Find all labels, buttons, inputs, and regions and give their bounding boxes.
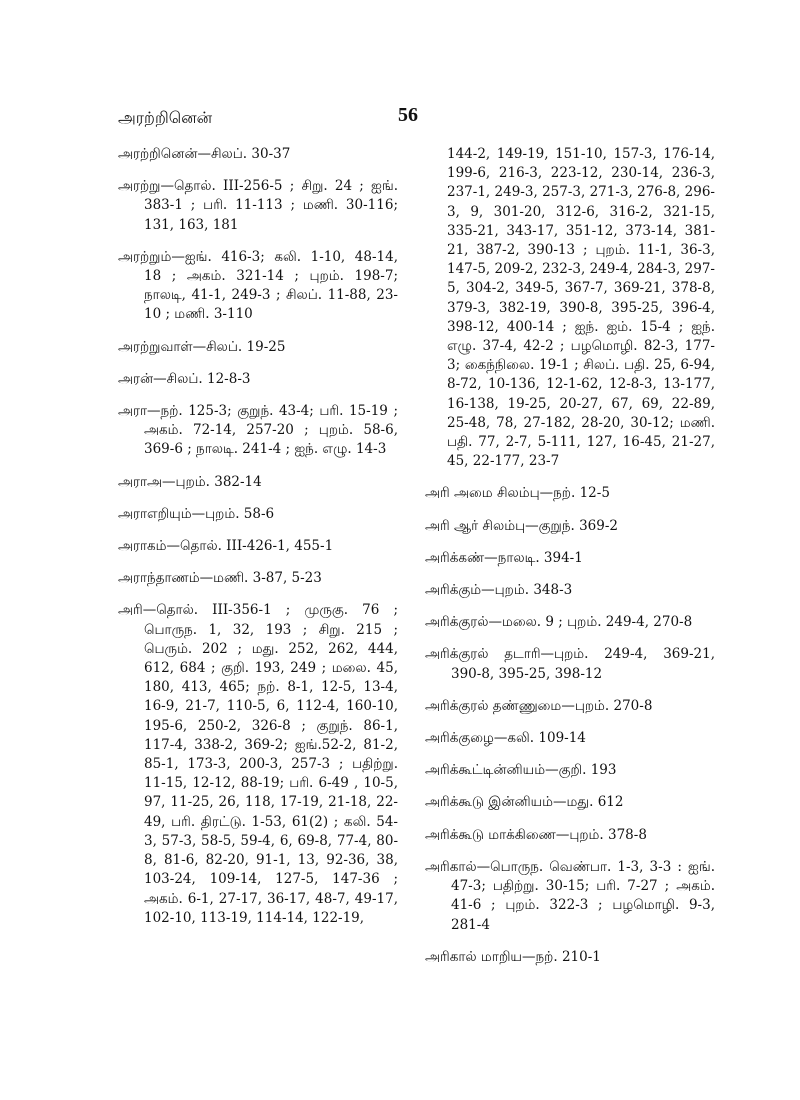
- entry-headword: அரிக்கூடு இன்னியம்: [425, 794, 554, 811]
- entry-refs: —புறம். 378-8: [555, 826, 647, 843]
- index-entry: [118, 338, 398, 357]
- entry-refs: —புறம். 348-3: [481, 582, 573, 599]
- entry-refs: —நற். 125-3; குறுந். 43-4; பரி. 15-19 ; அகம். 72-14, 257-20 ; புறம். 58-6, 369-6 ; நாலடி. 241-4 ; ஐந். எழு. 14-3: [144, 403, 398, 458]
- index-entry: [425, 729, 715, 748]
- entry-refs: —புறம். 270-8: [561, 697, 653, 714]
- index-entry: [425, 826, 715, 845]
- entry-refs: —கலி. 109-14: [493, 730, 586, 747]
- index-entry: [118, 537, 398, 556]
- left-column: [118, 145, 398, 941]
- entry-headword: அரிக்கூடு மாக்கிணை: [425, 826, 556, 843]
- continued-entry: [425, 145, 715, 471]
- entry-headword: அராந்தாணம்: [118, 570, 200, 587]
- index-entry: [118, 569, 398, 588]
- entry-refs: —மலை. 9 ; புறம். 249-4, 270-8: [488, 614, 693, 631]
- right-column: [425, 145, 715, 980]
- entry-headword: அரிக்கும்: [425, 582, 482, 599]
- index-entry: [425, 697, 715, 716]
- index-entry: [118, 473, 398, 492]
- entry-headword: அரற்றினென்: [118, 146, 198, 162]
- entry-refs: 144-2, 149-19, 151-10, 157-3, 176-14, 199-6, 216-3, 223-12, 230-14, 236-3, 237-1, 249-3, 257-3, 271-3, 276-8, 296-3, 9, 301-20, 312-6, 316-2, 321-15, 335-21, 343-17, 351-12, 373-14, 381-21, 387-2, 390-13 ; புறம். 11-1, 36-3, 147-5, 209-2, 232-3, 249-4, 284-3, 297-5, 304-2, 349-5, 367-7, 369-21, 378-8, 379-3, 382-19, 390-8, 395-25, 396-4, 398-12, 400-14 ; ஐந். ஐம். 15-4 ; ஐந். எழு. 37-4, 42-2 ; பழமொழி. 82-3, 177-3; கைந்நிலை. 19-1 ; சிலப். பதி. 25, 6-94, 8-72, 10-136, 12-1-62, 12-8-3, 13-177, 16-138, 19-25, 20-27, 67, 69, 22-89, 25-48, 78, 27-182, 28-20, 30-12; மணி. பதி. 77, 2-7, 5-111, 127, 16-45, 21-27, 45, 22-177, 23-7: [447, 146, 715, 470]
- entry-headword: அராகம்: [118, 538, 167, 555]
- entry-refs: —தொல். III-356-1 ; முருகு. 76 ; பொருந. 1, 32, 193 ; சிறு. 215 ; பெரும். 202 ; மது. 252, 262, 444, 612, 684 ; குறி. 193, 249 ; மலை. 45, 180, 413, 465; நற். 8-1, 12-5, 13-4, 16-9, 21-7, 110-5, 6, 112-4, 160-10, 195-6, 250-2, 326-8 ; குறுந். 86-1, 117-4, 338-2, 369-2; ஐங்.52-2, 81-2, 85-1, 173-3, 200-3, 257-3 ; பதிற்று. 11-15, 12-12, 88-19; பரி. 6-49 , 10-5, 97, 11-25, 26, 118, 17-19, 21-18, 22-49, பரி. திரட்டு. 1-53, 61(2) ; கலி. 54-3, 57-3, 58-5, 59-4, 6, 69-8, 77-4, 80-8, 81-6, 82-20, 91-1, 13, 92-36, 38, 103-24, 109-14, 127-5, 147-36 ; அகம். 6-1, 27-17, 36-17, 48-7, 49-17, 102-10, 113-19, 114-14, 122-19,: [142, 602, 398, 926]
- entry-headword: அரிக்கண்: [425, 549, 485, 566]
- index-entry: [425, 858, 715, 935]
- entry-refs: —சிலப். 19-25: [192, 338, 286, 355]
- entry-refs: —சிலப். 12-8-3: [153, 370, 251, 387]
- index-entry: [425, 793, 715, 812]
- entry-headword: அரிகால்: [425, 858, 477, 875]
- index-entry: [118, 248, 398, 325]
- index-entry: [118, 177, 398, 235]
- entry-headword: அரிக்குரல் தடாரி: [425, 646, 541, 663]
- index-entry: [425, 549, 715, 568]
- entry-refs: —தொல். III-256-5 ; சிறு. 24 ; ஐங். 383-1 ; பரி. 11-113 ; மணி. 30-116; 131, 163, 181: [144, 178, 398, 233]
- index-entry: [118, 601, 398, 927]
- entry-headword: அரற்று: [118, 178, 161, 195]
- entry-headword: அராஎறியும்: [118, 505, 192, 522]
- entry-headword: அரிக்குரல்: [425, 614, 489, 631]
- index-entry: [425, 948, 715, 967]
- entry-headword: அரன்: [118, 370, 154, 387]
- entry-refs: —பொருந. வெண்பா. 1-3, 3-3 : ஐங். 47-3; பதிற்று. 30-15; பரி. 7-27 ; அகம். 41-6 ; புறம். 322-3 ; பழமொழி. 9-3, 281-4: [451, 858, 715, 933]
- entry-refs: —குறுந். 369-2: [525, 517, 618, 534]
- running-head: அரற்றினென்: [118, 108, 213, 127]
- entry-refs: —நாலடி. 394-1: [484, 549, 583, 566]
- entry-headword: அரற்றும்: [118, 248, 172, 265]
- entry-headword: அரி: [118, 602, 143, 619]
- entry-headword: அரிகால் மாறிய: [425, 948, 523, 965]
- entry-refs: —மணி. 3-87, 5-23: [199, 570, 322, 587]
- entry-refs: —புறம். 58-6: [191, 505, 275, 522]
- index-entry: [425, 517, 715, 536]
- index-entry: [425, 761, 715, 780]
- index-entry: [425, 613, 715, 632]
- entry-refs: —மது. 612: [553, 794, 624, 811]
- index-entry: [118, 370, 398, 389]
- entry-headword: அரி அமை சிலம்பு: [425, 485, 540, 502]
- entry-headword: அரா: [118, 403, 148, 420]
- index-entry: [425, 645, 715, 683]
- entry-headword: அரிக்கூட்டின்னியம்: [425, 762, 546, 779]
- entry-refs: —குறி. 193: [545, 762, 617, 779]
- page-header: [118, 104, 682, 138]
- index-entry: [118, 505, 398, 524]
- index-entry: [425, 484, 715, 503]
- index-entry: [118, 402, 398, 460]
- entry-headword: அரற்றுவாள்: [118, 338, 193, 355]
- index-entry: [118, 145, 398, 164]
- entry-refs: —ஐங். 416-3; கலி. 1-10, 48-14, 18 ; அகம். 321-14 ; புறம். 198-7; நாலடி, 41-1, 249-3 ; சிலப். 11-88, 23-10 ; மணி. 3-110: [144, 248, 398, 323]
- index-entry: [425, 581, 715, 600]
- entry-headword: அரி ஆர் சிலம்பு: [425, 517, 526, 534]
- entry-refs: —நற். 12-5: [539, 485, 610, 502]
- entry-refs: —புறம். 249-4, 369-21, 390-8, 395-25, 398-12: [451, 646, 715, 682]
- page-number: 56: [398, 104, 418, 126]
- entry-headword: அரிக்குரல் தண்ணுமை: [425, 697, 562, 714]
- entry-headword: அராஅ: [118, 473, 163, 490]
- entry-refs: —தொல். III-426-1, 455-1: [166, 538, 334, 555]
- entry-headword: அரிக்குழை: [425, 730, 494, 747]
- entry-refs: —நற். 210-1: [522, 948, 601, 965]
- entry-refs: —சிலப். 30-37: [197, 146, 291, 162]
- entry-refs: —புறம். 382-14: [162, 473, 262, 490]
